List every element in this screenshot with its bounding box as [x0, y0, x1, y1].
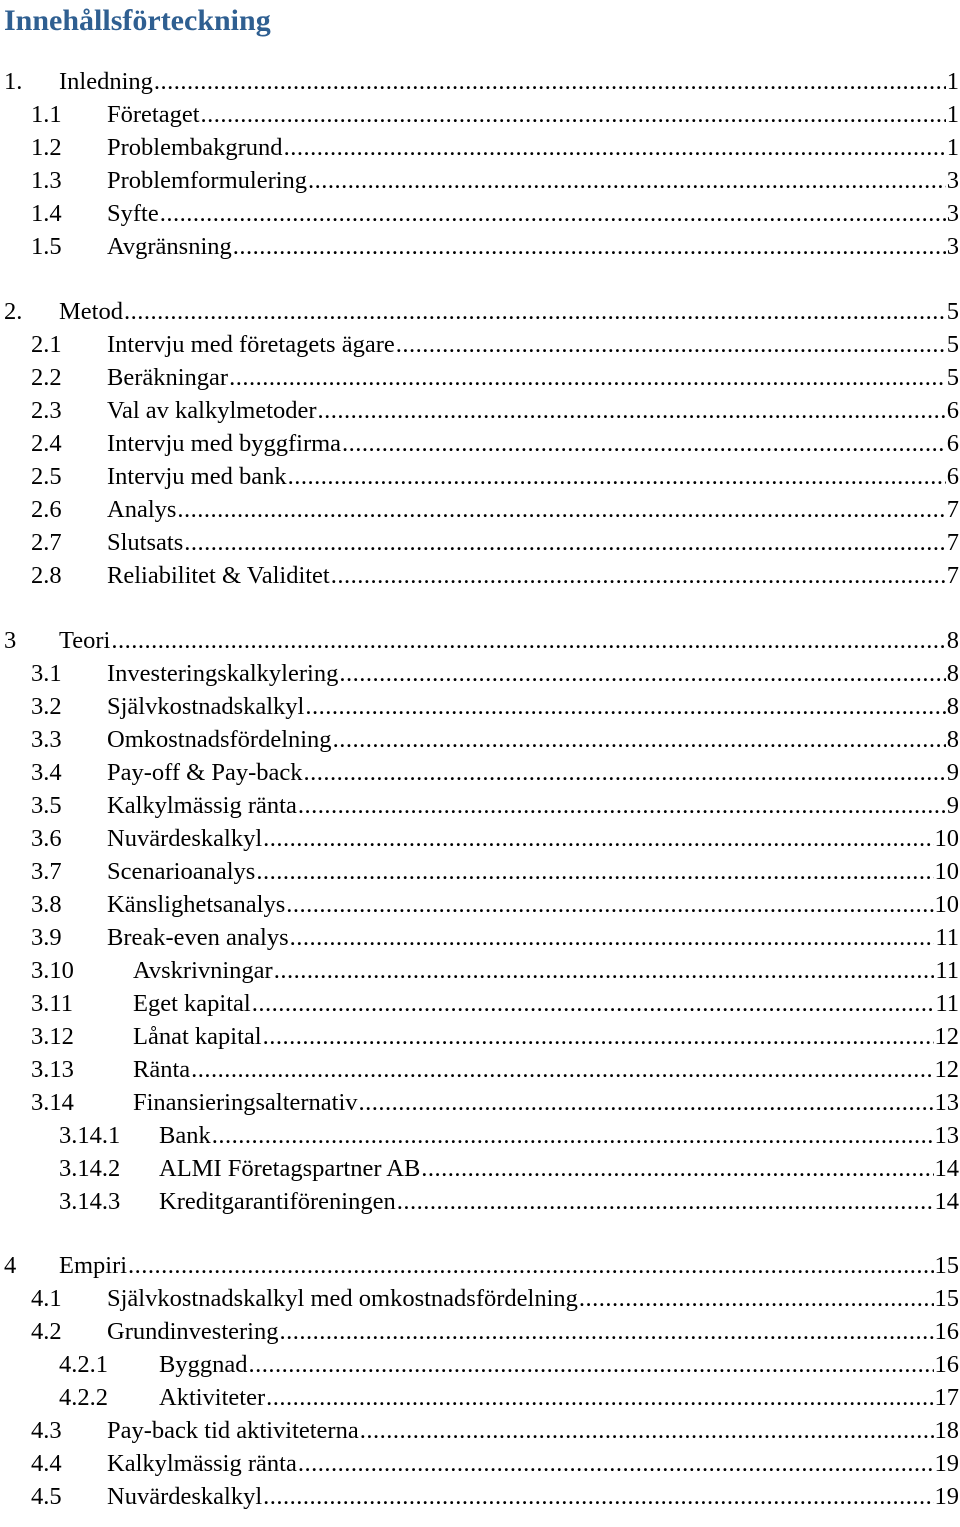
toc-entry-line [107, 495, 959, 525]
toc-entry-page-number: 13 [934, 1089, 959, 1116]
toc-entry[interactable] [0, 297, 959, 327]
toc-entry-leader-dots [287, 462, 946, 492]
toc-entry-page-number: 10 [934, 858, 959, 885]
toc-entry-line [159, 1350, 959, 1380]
toc-entry-line [133, 1088, 959, 1118]
toc-entry-page-number: 18 [934, 1417, 959, 1444]
toc-entry[interactable] [0, 1449, 959, 1479]
toc-entry[interactable] [0, 1284, 959, 1314]
toc-entry-line [107, 692, 959, 722]
toc-entry-page-number: 19 [934, 1483, 959, 1510]
toc-entry[interactable] [0, 1251, 959, 1281]
toc-entry[interactable] [0, 1383, 959, 1413]
toc-entry-page-number: 17 [934, 1384, 959, 1411]
toc-entry-leader-dots [262, 1482, 933, 1512]
toc-entry-page-number: 15 [934, 1252, 959, 1279]
toc-entry-page-number: 8 [946, 627, 959, 654]
toc-entry-page-number: 1 [946, 134, 959, 161]
toc-entry[interactable] [0, 166, 959, 196]
toc-entry-leader-dots [283, 133, 946, 163]
toc-entry-leader-dots [297, 1449, 934, 1479]
toc-entry-number: 1.5 [31, 233, 62, 260]
toc-entry-label: Slutsats [107, 529, 184, 556]
toc-entry-label: Problembakgrund [107, 134, 283, 161]
toc-entry-label: Företaget [107, 101, 200, 128]
toc-entry-line [107, 429, 959, 459]
toc-entry-leader-dots [338, 659, 945, 689]
toc-entry[interactable] [0, 890, 959, 920]
toc-entry-leader-dots [396, 1187, 934, 1217]
toc-entry-page-number: 10 [934, 891, 959, 918]
toc-entry-page-number: 11 [935, 924, 959, 951]
toc-entry-number: 4 [4, 1252, 17, 1279]
toc-entry-leader-dots [190, 1055, 933, 1085]
toc-entry-page-number: 13 [934, 1122, 959, 1149]
toc-entry-label: Intervju med byggfirma [107, 430, 342, 457]
toc-entry[interactable] [0, 725, 959, 755]
toc-title: Innehållsförteckning [4, 4, 271, 37]
toc-entry-label: Syfte [107, 200, 159, 227]
toc-entry-number: 3.7 [31, 858, 62, 885]
toc-entry-leader-dots [359, 1416, 934, 1446]
toc-entry-number: 3.2 [31, 693, 62, 720]
toc-entry-label: Teori [59, 627, 111, 654]
toc-entry-leader-dots [232, 232, 946, 262]
toc-entry-line [107, 330, 959, 360]
toc-entry-leader-dots [332, 725, 946, 755]
toc-entry-line [107, 923, 959, 953]
toc-entry-leader-dots [159, 199, 946, 229]
toc-entry-number: 3.14.1 [59, 1122, 121, 1149]
toc-entry-leader-dots [127, 1251, 933, 1281]
toc-entry[interactable] [0, 396, 959, 426]
toc-entry-leader-dots [307, 166, 946, 196]
toc-entry[interactable] [0, 1350, 959, 1380]
toc-entry-number: 3.10 [31, 957, 74, 984]
toc-entry[interactable] [0, 363, 959, 393]
toc-entry[interactable] [0, 923, 959, 953]
toc-entry-leader-dots [278, 1317, 933, 1347]
toc-entry[interactable] [0, 330, 959, 360]
toc-entry-number: 1.1 [31, 101, 62, 128]
toc-entry[interactable] [0, 1154, 959, 1184]
toc-entry-label: Byggnad [159, 1351, 248, 1378]
toc-entry-number: 3 [4, 627, 17, 654]
toc-entry-line [107, 561, 959, 591]
toc-entry-label: Nuvärdeskalkyl [107, 825, 263, 852]
toc-entry-label: Reliabilitet & Validitet [107, 562, 330, 589]
toc-entry-number: 4.4 [31, 1450, 62, 1477]
toc-entry[interactable] [0, 495, 959, 525]
toc-entry-leader-dots [317, 396, 946, 426]
toc-entry-page-number: 10 [934, 825, 959, 852]
toc-entry-leader-dots [176, 495, 945, 525]
toc-entry-line [59, 297, 959, 327]
toc-entry[interactable] [0, 659, 959, 689]
toc-entry-line [107, 1284, 959, 1314]
toc-entry-label: Ränta [133, 1056, 191, 1083]
toc-entry-leader-dots [358, 1088, 934, 1118]
toc-entry-label: Eget kapital [133, 990, 251, 1017]
toc-entry-label: Avgränsning [107, 233, 232, 260]
toc-entry[interactable] [0, 824, 959, 854]
toc-entry-number: 3.14.3 [59, 1188, 121, 1215]
toc-entry-page-number: 7 [946, 562, 959, 589]
toc-entry-number: 3.6 [31, 825, 62, 852]
toc-entry-line [107, 1416, 959, 1446]
toc-entry-line [59, 626, 959, 656]
toc-entry-number: 2.2 [31, 364, 62, 391]
toc-entry[interactable] [0, 462, 959, 492]
toc-entry-leader-dots [110, 626, 945, 656]
toc-entry-page-number: 5 [946, 331, 959, 358]
toc-entry-leader-dots [247, 1350, 933, 1380]
toc-entry[interactable] [0, 1416, 959, 1446]
toc-entry-page-number: 5 [946, 298, 959, 325]
toc-entry-number: 3.13 [31, 1056, 74, 1083]
toc-entry-line [133, 1022, 959, 1052]
toc-entry-leader-dots [420, 1154, 933, 1184]
toc-entry-label: Problemformulering [107, 167, 308, 194]
toc-entry-line [159, 1121, 959, 1151]
toc-entry-line [107, 396, 959, 426]
toc-entry-page-number: 11 [935, 990, 959, 1017]
toc-entry[interactable] [0, 1088, 959, 1118]
toc-entry-label: Analys [107, 496, 177, 523]
toc-entry-line [107, 758, 959, 788]
toc-entry-number: 2.6 [31, 496, 62, 523]
toc-entry-page-number: 8 [946, 693, 959, 720]
toc-entry-page-number: 16 [934, 1318, 959, 1345]
toc-entry-label: Aktiviteter [159, 1384, 266, 1411]
toc-entry-page-number: 12 [934, 1056, 959, 1083]
toc-entry-line [107, 824, 959, 854]
toc-entry-page-number: 6 [946, 397, 959, 424]
toc-entry-number: 4.3 [31, 1417, 62, 1444]
toc-entry-label: Känslighetsanalys [107, 891, 286, 918]
toc-entry-page-number: 6 [946, 430, 959, 457]
toc-entry-leader-dots [200, 100, 946, 130]
toc-entry-line [107, 199, 959, 229]
toc-entry[interactable] [0, 758, 959, 788]
toc-entry-page-number: 1 [946, 68, 959, 95]
toc-entry-line [59, 1251, 959, 1281]
toc-entry-line [107, 133, 959, 163]
toc-entry-line [107, 166, 959, 196]
toc-entry-number: 1.4 [31, 200, 62, 227]
toc-entry[interactable] [0, 429, 959, 459]
toc-entry-label: Kalkylmässig ränta [107, 792, 297, 819]
toc-entry-page-number: 11 [935, 957, 959, 984]
toc-entry-label: Val av kalkylmetoder [107, 397, 317, 424]
toc-entry-leader-dots [265, 1383, 933, 1413]
toc-entry-page-number: 9 [946, 792, 959, 819]
toc-entry-number: 3.14.2 [59, 1155, 121, 1182]
toc-entry-label: Nuvärdeskalkyl [107, 1483, 263, 1510]
toc-entry[interactable] [0, 791, 959, 821]
toc-entry[interactable] [0, 1317, 959, 1347]
toc-entry-number: 4.5 [31, 1483, 62, 1510]
toc-entry-number: 3.3 [31, 726, 62, 753]
toc-entry-leader-dots [211, 1121, 934, 1151]
toc-entry-label: Scenarioanalys [107, 858, 256, 885]
toc-entry-page-number: 16 [934, 1351, 959, 1378]
toc-entry-number: 3.1 [31, 660, 62, 687]
toc-entry-line [59, 67, 959, 97]
toc-entry-number: 4.1 [31, 1285, 62, 1312]
toc-entry-number: 3.8 [31, 891, 62, 918]
toc-entry-line [107, 232, 959, 262]
toc-entry-page-number: 14 [934, 1188, 959, 1215]
toc-entry-number: 2.1 [31, 331, 62, 358]
toc-entry-label: Inledning [59, 68, 153, 95]
toc-entry-leader-dots [228, 363, 946, 393]
toc-entry[interactable] [0, 232, 959, 262]
toc-entry-label: Pay-back tid aktiviteterna [107, 1417, 359, 1444]
toc-entry-page-number: 7 [946, 496, 959, 523]
toc-entry-number: 3.5 [31, 792, 62, 819]
toc-entry-label: Lånat kapital [133, 1023, 262, 1050]
toc-entry-line [133, 989, 959, 1019]
toc-entry-leader-dots [153, 67, 946, 97]
toc-entry-label: Självkostnadskalkyl [107, 693, 305, 720]
toc-entry-page-number: 19 [934, 1450, 959, 1477]
toc-entry-leader-dots [251, 989, 935, 1019]
toc-entry-line [107, 725, 959, 755]
toc-entry-number: 3.14 [31, 1089, 74, 1116]
toc-entry-leader-dots [285, 890, 933, 920]
toc-entry-line [107, 857, 959, 887]
toc-entry-label: Empiri [59, 1252, 128, 1279]
toc-entry-page-number: 8 [946, 726, 959, 753]
toc-entry[interactable] [0, 1482, 959, 1512]
toc-entry-leader-dots [123, 297, 946, 327]
toc-entry-number: 4.2.1 [59, 1351, 108, 1378]
toc-entry-number: 3.4 [31, 759, 62, 786]
toc-entry-line [107, 659, 959, 689]
toc-entry-page-number: 3 [946, 200, 959, 227]
toc-entry-page-number: 3 [946, 233, 959, 260]
toc-entry-leader-dots [341, 429, 946, 459]
toc-entry-number: 3.11 [31, 990, 73, 1017]
toc-entry-number: 1.3 [31, 167, 62, 194]
toc-entry[interactable] [0, 199, 959, 229]
toc-entry[interactable] [0, 133, 959, 163]
toc-entry[interactable] [0, 561, 959, 591]
toc-entry-number: 2.7 [31, 529, 62, 556]
toc-entry-number: 1. [4, 68, 23, 95]
toc-entry-label: Pay-off & Pay-back [107, 759, 303, 786]
toc-entry-label: Omkostnadsfördelning [107, 726, 332, 753]
toc-entry-line [107, 890, 959, 920]
toc-entry-leader-dots [273, 956, 935, 986]
toc-entry-leader-dots [297, 791, 946, 821]
toc-entry-number: 2.4 [31, 430, 62, 457]
toc-entry[interactable] [0, 1121, 959, 1151]
toc-entry-leader-dots [262, 824, 933, 854]
toc-entry-leader-dots [262, 1022, 934, 1052]
toc-entry-label: Intervju med bank [107, 463, 287, 490]
toc-entry-line [107, 1449, 959, 1479]
toc-entry-line [159, 1187, 959, 1217]
toc-entry-number: 2.3 [31, 397, 62, 424]
toc-entry-line [107, 363, 959, 393]
toc-entry[interactable] [0, 528, 959, 558]
toc-entry-page-number: 8 [946, 660, 959, 687]
toc-entry-leader-dots [303, 758, 946, 788]
toc-entry[interactable] [0, 956, 959, 986]
toc-entry-label: Självkostnadskalkyl med omkostnadsfördelning [107, 1285, 578, 1312]
toc-entry[interactable] [0, 626, 959, 656]
toc-entry[interactable] [0, 1187, 959, 1217]
toc-entry-leader-dots [578, 1284, 934, 1314]
toc-entry-page-number: 3 [946, 167, 959, 194]
toc-entry-line [159, 1383, 959, 1413]
toc-entry-page-number: 1 [946, 101, 959, 128]
toc-entry-number: 2. [4, 298, 23, 325]
toc-entry-leader-dots [330, 561, 946, 591]
toc-entry-number: 2.8 [31, 562, 62, 589]
toc-entry-label: Break-even analys [107, 924, 289, 951]
toc-entry[interactable] [0, 692, 959, 722]
toc-entry-label: ALMI Företagspartner AB [159, 1155, 421, 1182]
toc-entry-number: 2.5 [31, 463, 62, 490]
toc-entry-line [107, 1482, 959, 1512]
toc-entry[interactable] [0, 1055, 959, 1085]
toc-entry-number: 4.2.2 [59, 1384, 108, 1411]
toc-entry-number: 3.9 [31, 924, 62, 951]
toc-entry-leader-dots [289, 923, 935, 953]
toc-entry-line [133, 956, 959, 986]
toc-entry-number: 3.12 [31, 1023, 74, 1050]
toc-entry[interactable] [0, 989, 959, 1019]
toc-entry-line [107, 791, 959, 821]
toc-entry-page-number: 9 [946, 759, 959, 786]
toc-entry-page-number: 7 [946, 529, 959, 556]
toc-entry-label: Metod [59, 298, 123, 325]
toc-entry-leader-dots [183, 528, 946, 558]
toc-entry-line [107, 528, 959, 558]
toc-entry-page-number: 6 [946, 463, 959, 490]
toc-entry-label: Kreditgarantiföreningen [159, 1188, 396, 1215]
toc-entry-line [159, 1154, 959, 1184]
toc-entry-label: Intervju med företagets ägare [107, 331, 395, 358]
toc-entry-label: Beräkningar [107, 364, 229, 391]
toc-entry-page-number: 14 [934, 1155, 959, 1182]
toc-entry-page-number: 15 [934, 1285, 959, 1312]
toc-entry-number: 4.2 [31, 1318, 62, 1345]
toc-entry-line [107, 1317, 959, 1347]
toc-entry-label: Grundinvestering [107, 1318, 279, 1345]
toc-entry-label: Bank [159, 1122, 211, 1149]
toc-entry-line [107, 462, 959, 492]
toc-entry[interactable] [0, 1022, 959, 1052]
toc-entry-number: 1.2 [31, 134, 62, 161]
toc-entry-line [107, 100, 959, 130]
toc-entry-line [133, 1055, 959, 1085]
toc-entry-page-number: 12 [934, 1023, 959, 1050]
toc-entry-leader-dots [255, 857, 933, 887]
toc-entry-page-number: 5 [946, 364, 959, 391]
toc-entry-label: Avskrivningar [133, 957, 273, 984]
toc-entry[interactable] [0, 100, 959, 130]
toc-entry-leader-dots [304, 692, 945, 722]
toc-entry-label: Finansieringsalternativ [133, 1089, 358, 1116]
toc-entry[interactable] [0, 67, 959, 97]
toc-entry-leader-dots [395, 330, 946, 360]
toc-entry-label: Kalkylmässig ränta [107, 1450, 297, 1477]
toc-entry[interactable] [0, 857, 959, 887]
toc-entry-label: Investeringskalkylering [107, 660, 339, 687]
